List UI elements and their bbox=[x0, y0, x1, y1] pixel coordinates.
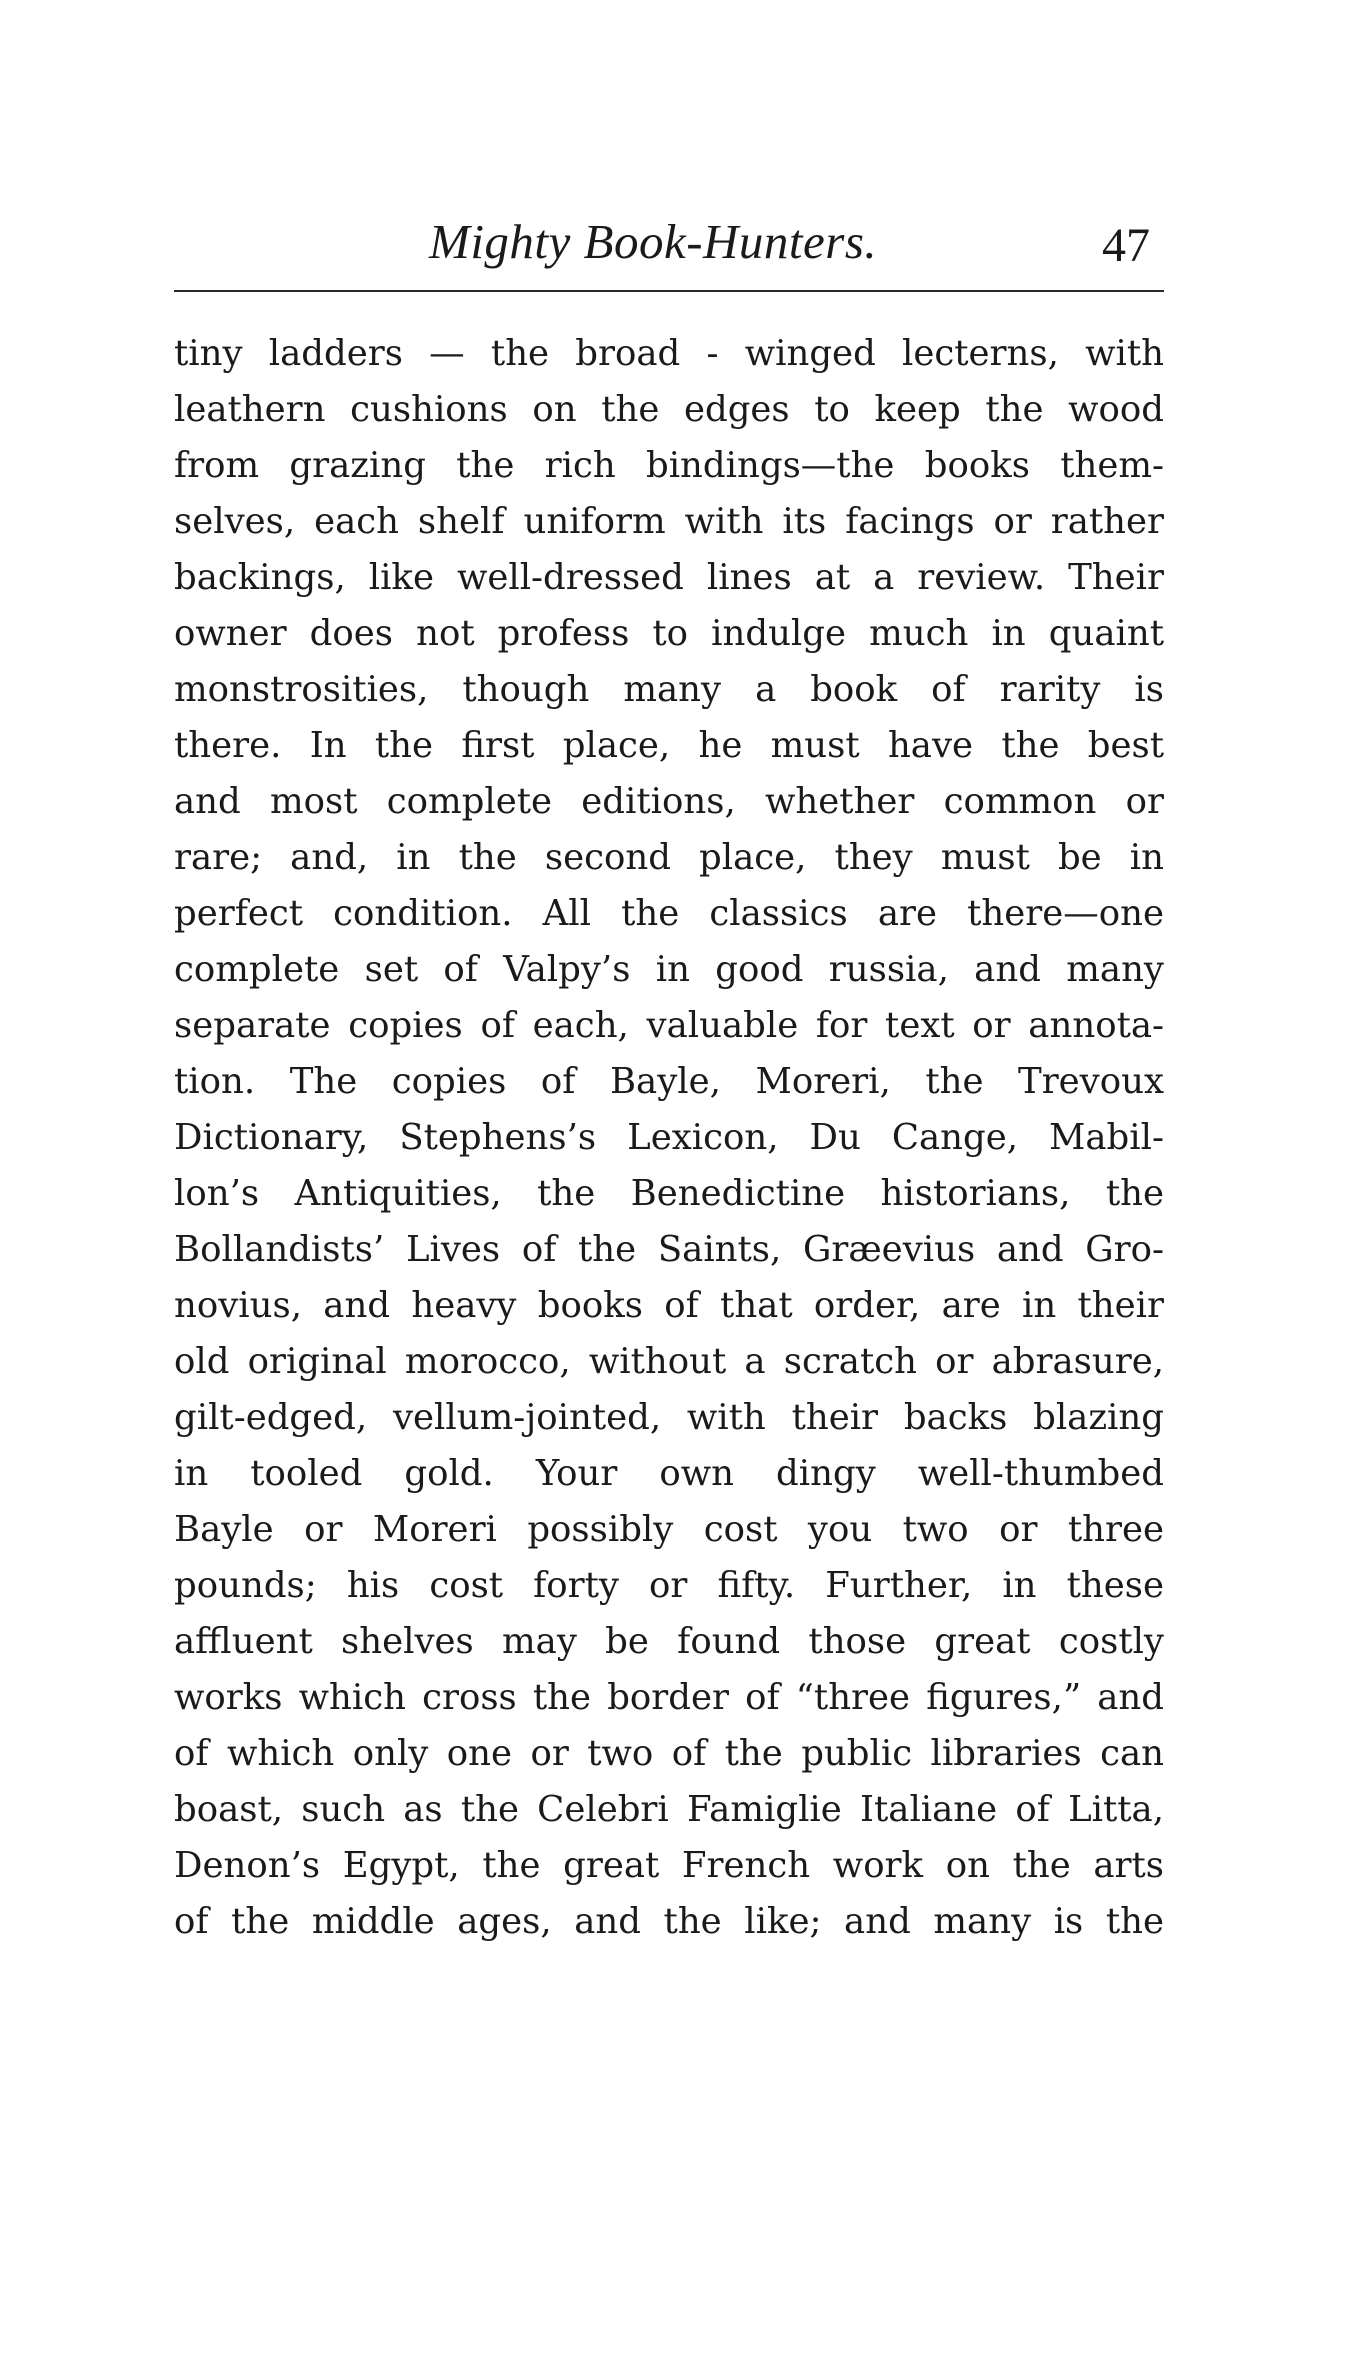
text-line: tiny ladders — the broad - winged lecterns, with bbox=[174, 333, 1164, 374]
text-line: from grazing the rich bindings—the books them- bbox=[174, 445, 1164, 486]
text-line: Denon’s Egypt, the great French work on the arts bbox=[174, 1845, 1164, 1886]
text-line: lon’s Antiquities, the Benedictine historians, the bbox=[174, 1173, 1164, 1214]
text-line: rare; and, in the second place, they must be in bbox=[174, 837, 1164, 878]
text-line: monstrosities, though many a book of rarity is bbox=[174, 669, 1164, 710]
body-text bbox=[174, 326, 1164, 1950]
text-line: separate copies of each, valuable for text or annota- bbox=[174, 1005, 1164, 1046]
text-line: of which only one or two of the public libraries can bbox=[174, 1733, 1164, 1774]
text-line: old original morocco, without a scratch or abrasure, bbox=[174, 1341, 1164, 1382]
text-line: perfect condition. All the classics are there—one bbox=[174, 893, 1164, 934]
text-line: leathern cushions on the edges to keep the wood bbox=[174, 389, 1164, 430]
text-line: backings, like well-dressed lines at a review. Their bbox=[174, 557, 1164, 598]
text-line: selves, each shelf uniform with its facings or rather bbox=[174, 501, 1164, 542]
text-line: of the middle ages, and the like; and many is the bbox=[174, 1901, 1164, 1942]
text-line: owner does not profess to indulge much in quaint bbox=[174, 613, 1164, 654]
text-line: Bayle or Moreri possibly cost you two or three bbox=[174, 1509, 1164, 1550]
text-line: there. In the first place, he must have the best bbox=[174, 725, 1164, 766]
running-title: Mighty Book-Hunters. bbox=[429, 214, 878, 269]
text-line: pounds; his cost forty or fifty. Further, in these bbox=[174, 1565, 1164, 1606]
text-line: in tooled gold. Your own dingy well-thumbed bbox=[174, 1453, 1164, 1494]
text-line: tion. The copies of Bayle, Moreri, the Trevoux bbox=[174, 1061, 1164, 1102]
page-number: 47 bbox=[1102, 219, 1150, 272]
text-line: Bollandists’ Lives of the Saints, Græevius and Gro- bbox=[174, 1229, 1164, 1270]
text-line: affluent shelves may be found those great costly bbox=[174, 1621, 1164, 1662]
running-head bbox=[174, 208, 1164, 278]
text-line: works which cross the border of “three figures,” and bbox=[174, 1677, 1164, 1718]
text-line: novius, and heavy books of that order, are in their bbox=[174, 1285, 1164, 1326]
text-line: boast, such as the Celebri Famiglie Italiane of Litta, bbox=[174, 1789, 1164, 1830]
text-line: Dictionary, Stephens’s Lexicon, Du Cange, Mabil- bbox=[174, 1117, 1164, 1158]
text-line: gilt-edged, vellum-jointed, with their backs blazing bbox=[174, 1397, 1164, 1438]
text-line: complete set of Valpy’s in good russia, and many bbox=[174, 949, 1164, 990]
header-rule bbox=[174, 290, 1164, 292]
text-line: and most complete editions, whether common or bbox=[174, 781, 1164, 822]
